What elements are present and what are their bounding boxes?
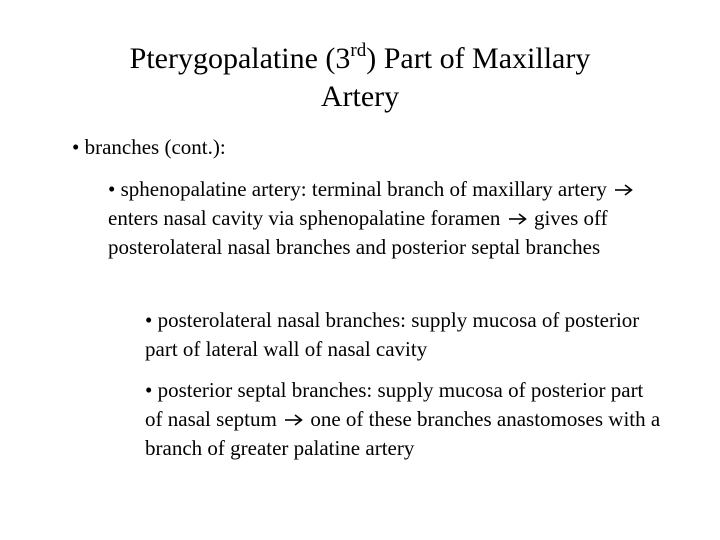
bullet-text-segment: one of these branches anastomoses with a branch of greater palatine artery [145, 407, 661, 460]
bullet-text-segment: gives off posterolateral nasal branches and posterior septal branches [108, 206, 608, 259]
bullet-text-segment: • sphenopalatine artery: terminal branch of maxillary artery [108, 177, 607, 201]
bullet-branches-cont [72, 133, 672, 162]
bullet-text: • branches (cont.): [72, 135, 226, 159]
bullet-sphenopalatine-artery [108, 175, 658, 262]
right-arrow-icon [284, 413, 304, 427]
right-arrow-icon [614, 183, 634, 197]
title-superscript: rd [350, 40, 367, 61]
bullet-text-segment: • posterior septal branches: supply mucosa of posterior part of nasal septum [145, 378, 644, 431]
bullet-posterolateral-nasal-branches [145, 306, 665, 364]
slide-title [60, 40, 660, 116]
title-text-part2: ) Part of Maxillary [366, 42, 591, 75]
bullet-posterior-septal-branches [145, 376, 665, 463]
bullet-text-segment: enters nasal cavity via sphenopalatine foramen [108, 206, 501, 230]
right-arrow-icon [508, 212, 528, 226]
title-text-part1: Pterygopalatine (3 [129, 42, 351, 75]
bullet-text: • posterolateral nasal branches: supply mucosa of posterior part of lateral wall of nasal cavity [145, 308, 640, 361]
title-line-2: Artery [320, 80, 400, 113]
